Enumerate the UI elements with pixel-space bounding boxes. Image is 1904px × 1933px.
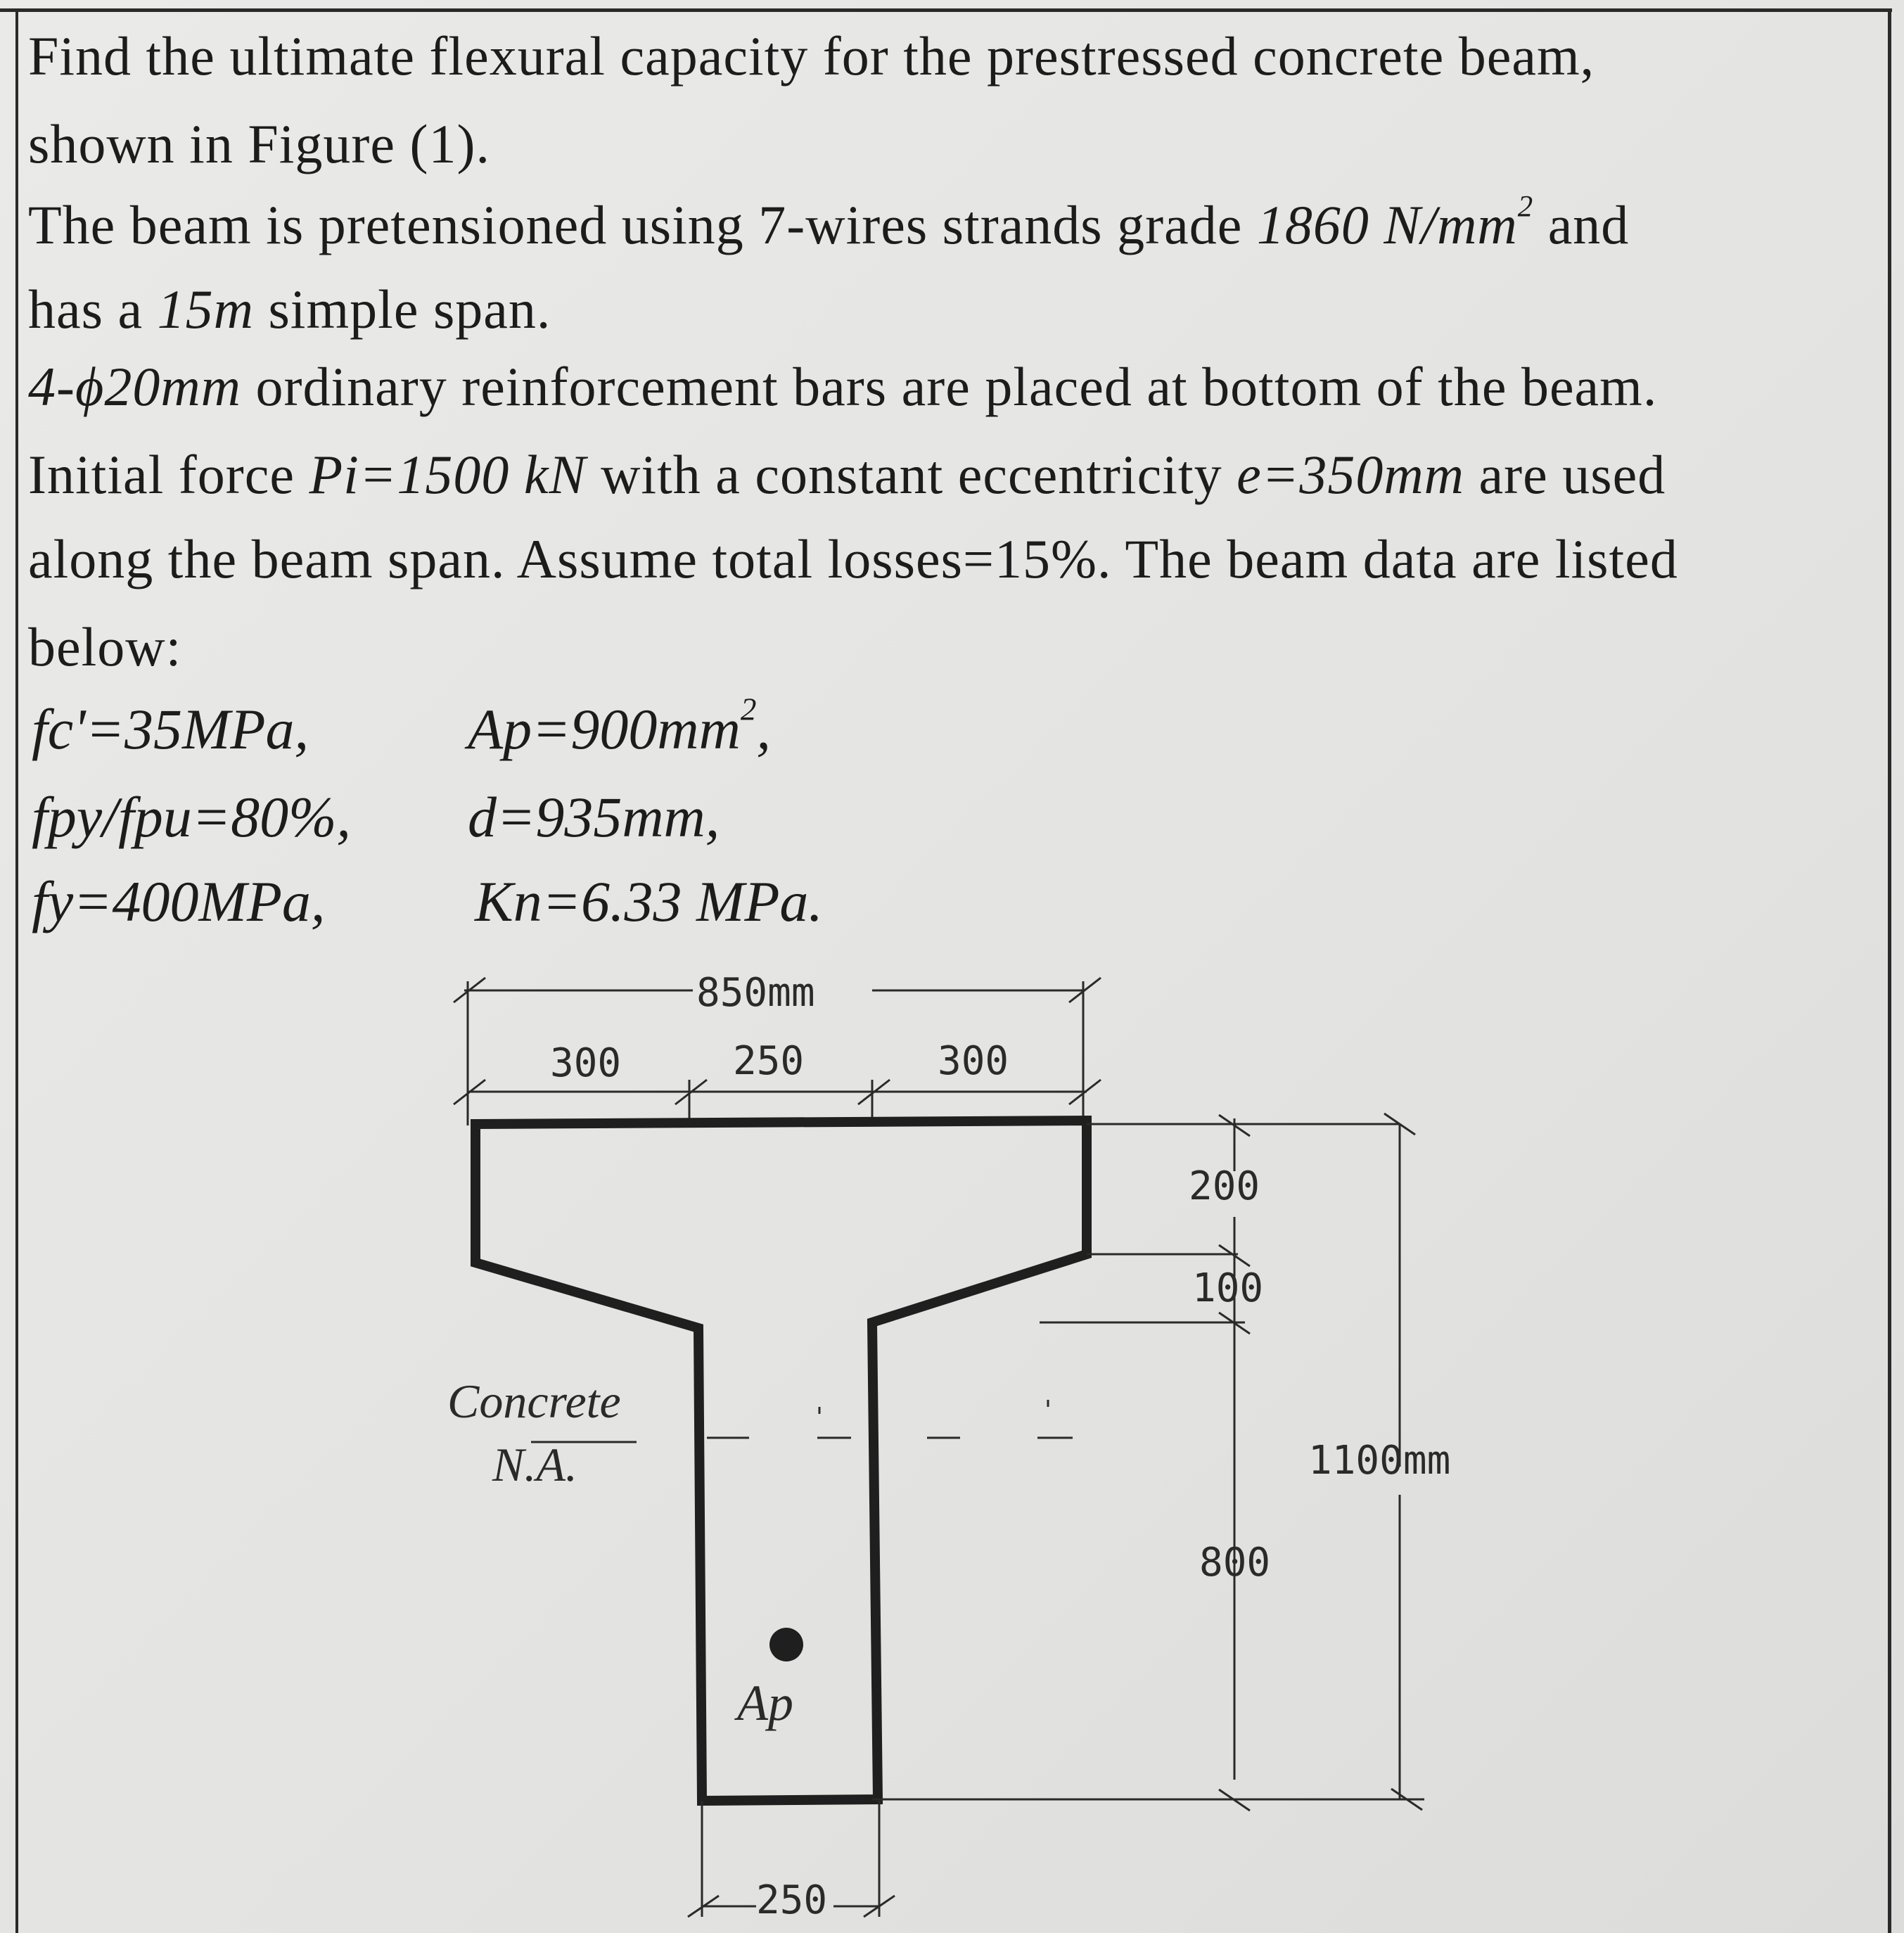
problem-line-5-tail: ordinary reinforcement bars are placed at bottom of the beam. bbox=[241, 356, 1658, 417]
eccentricity: e=350mm bbox=[1237, 444, 1464, 505]
problem-line-3-text: The beam is pretensioned using 7-wires strands grade bbox=[28, 194, 1257, 255]
problem-line-6-tail: are used bbox=[1464, 444, 1666, 505]
problem-line-4-text: has a bbox=[28, 279, 158, 340]
dimension-label-flange-depth: 200 bbox=[1189, 1163, 1260, 1209]
label-concrete: Concrete bbox=[447, 1374, 621, 1428]
problem-line-1: Find the ultimate flexural capacity for the prestressed concrete beam, bbox=[28, 25, 1595, 87]
dimension-label-web-bottom: 250 bbox=[756, 1877, 828, 1923]
problem-line-3-tail: and bbox=[1533, 194, 1630, 255]
param-fy: fy=400MPa, bbox=[32, 869, 326, 933]
dimension-label-total-height: 1100mm bbox=[1308, 1438, 1451, 1484]
problem-line-6-text: Initial force bbox=[28, 444, 309, 505]
param-ap-exponent: 2 bbox=[740, 691, 757, 727]
dimension-label-web-top: 250 bbox=[733, 1038, 805, 1084]
dimension-label-left-flange: 300 bbox=[550, 1040, 622, 1086]
bar-count: 4- bbox=[28, 356, 75, 417]
problem-line-7: along the beam span. Assume total losses=15%. The beam data are listed bbox=[28, 528, 1678, 589]
prestressing-strand-marker bbox=[769, 1628, 803, 1661]
neutral-axis-line bbox=[707, 1400, 1073, 1438]
dimension-label-right-flange: 300 bbox=[938, 1038, 1009, 1084]
label-neutral-axis: N.A. bbox=[492, 1438, 577, 1491]
param-fpy-fpu: fpy/fpu=80%, bbox=[32, 785, 351, 849]
dimension-label-total-width: 850mm bbox=[696, 970, 815, 1016]
dimension-flange-divisions bbox=[454, 1080, 1101, 1122]
dimension-label-web-depth: 800 bbox=[1199, 1540, 1271, 1586]
label-ap: Ap bbox=[737, 1675, 793, 1731]
param-ap-text: Ap=900mm bbox=[468, 697, 741, 761]
param-d: d=935mm, bbox=[468, 785, 720, 849]
initial-force: Pi=1500 kN bbox=[309, 444, 587, 505]
strand-grade-exponent: 2 bbox=[1517, 190, 1534, 224]
param-kn: Kn=6.33 MPa. bbox=[475, 869, 823, 933]
problem-line-8: below: bbox=[28, 616, 182, 677]
problem-line-6-mid: with a constant eccentricity bbox=[586, 444, 1237, 505]
problem-line-2: shown in Figure (1). bbox=[28, 113, 490, 174]
span-length: 15m bbox=[157, 279, 254, 340]
dimension-label-haunch: 100 bbox=[1192, 1265, 1264, 1311]
strand-grade: 1860 N/mm bbox=[1256, 194, 1518, 255]
param-ap-tail: , bbox=[756, 697, 771, 761]
param-fc: fc'=35MPa, bbox=[32, 697, 309, 761]
bar-diameter: ϕ20mm bbox=[75, 356, 242, 417]
problem-line-4-tail: simple span. bbox=[253, 279, 551, 340]
